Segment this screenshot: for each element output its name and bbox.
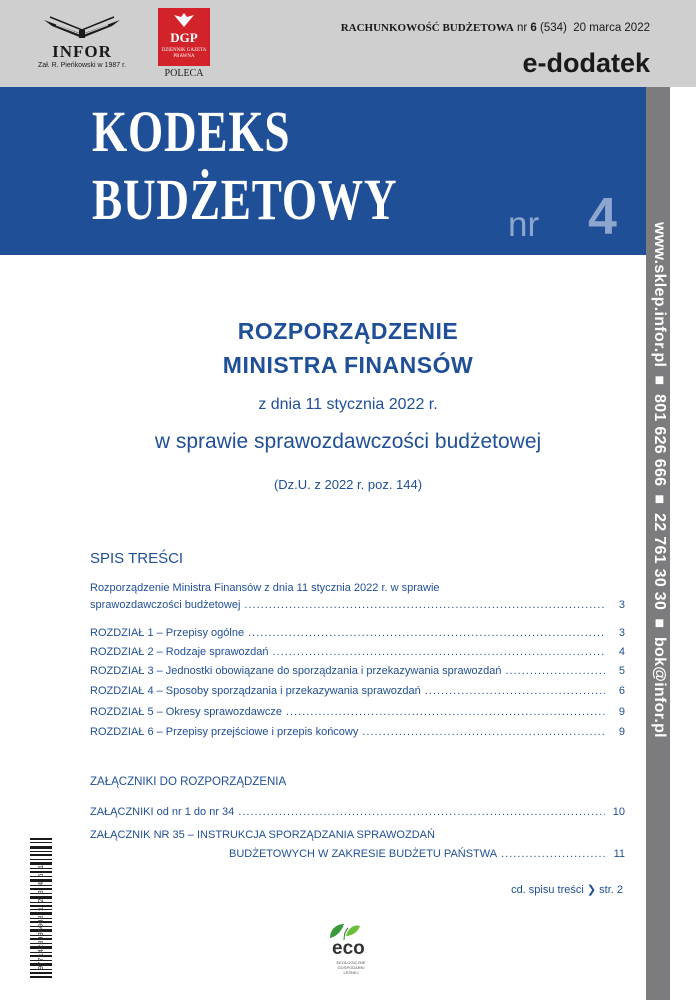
issue-label: nr: [516, 22, 528, 34]
journal-name: RACHUNKOWOŚĆ BUDŻETOWA: [340, 22, 514, 34]
attachments-title: ZAŁĄCZNIKI DO ROZPORZĄDZENIA: [90, 776, 287, 788]
toc-page: 9: [618, 726, 625, 738]
toc-page: 3: [618, 599, 625, 611]
publisher-subtitle: Zał. R. Pieńkowski w 1987 r.: [38, 62, 126, 69]
eco-logo: [320, 920, 380, 976]
toc-chapter-label: ROZDZIAŁ 2 – Rodzaje sprawozdań: [90, 646, 269, 658]
toc-leader: [501, 848, 605, 860]
toc-chapter-2[interactable]: [90, 646, 625, 658]
issue-total: (534): [540, 22, 567, 34]
document-subject: w sprawie sprawozdawczości budżetowej: [154, 430, 542, 453]
toc-leader: [238, 806, 605, 818]
toc-title: SPIS TREŚCI: [90, 550, 184, 567]
toc-page: 10: [612, 806, 625, 818]
issue-line: [341, 22, 650, 34]
dgp-badge: [158, 8, 210, 66]
dgp-logo: [158, 8, 210, 80]
title-banner: [0, 87, 646, 255]
toc-leader: [273, 646, 605, 658]
volume-label: nr: [508, 205, 540, 244]
toc-chapter-6[interactable]: [90, 726, 625, 738]
toc-chapter-label: ROZDZIAŁ 5 – Okresy sprawozdawcze: [90, 706, 282, 718]
document-date: z dnia 11 stycznia 2022 r.: [258, 396, 438, 413]
toc-leader: [248, 627, 605, 639]
toc-intro-line-2: sprawozdawczości budżetowej: [90, 599, 241, 611]
dgp-letters: DGP: [170, 30, 198, 45]
dgp-recommends: POLECA: [164, 68, 204, 79]
eco-word: eco: [332, 938, 365, 959]
toc-intro-entry[interactable]: [90, 599, 625, 611]
eagle-icon: [42, 16, 122, 42]
toc-chapter-label: ROZDZIAŁ 4 – Sposoby sporządzania i przekazywania sprawozdań: [90, 685, 421, 697]
toc-attachment-35-line-1: ZAŁĄCZNIK NR 35 – INSTRUKCJA SPORZĄDZANIA SPRAWOZDAŃ: [90, 829, 435, 841]
contact-info: www.sklep.infor.pl ■ 801 626 666 ■ 22 761 30 30 ■ bok@infor.pl: [651, 222, 668, 738]
toc-page: 4: [618, 646, 625, 658]
toc-page: 11: [613, 848, 625, 860]
volume-number: 4: [588, 188, 617, 246]
toc-page: 3: [618, 627, 625, 639]
supplement-label: e-dodatek: [522, 48, 650, 78]
toc-leader: [362, 726, 605, 738]
toc-attachment-35[interactable]: [229, 848, 625, 860]
toc-page: 9: [618, 706, 625, 718]
title-line-2: BUDŻETOWY: [92, 167, 398, 232]
eco-subtitle: EKOLOGICZNE GOSPODARKI LEŚNEJ: [336, 960, 366, 975]
toc-intro-line-1: Rozporządzenie Ministra Finansów z dnia 11 stycznia 2022 r. w sprawie: [90, 582, 440, 594]
title-line-1: KODEKS: [92, 99, 291, 164]
toc-chapter-label: ROZDZIAŁ 3 – Jednostki obowiązane do sporządzania i przekazywania sprawozdań: [90, 665, 502, 677]
issue-number: 6: [530, 22, 537, 34]
document-title-line-1: ROZPORZĄDZENIE: [237, 318, 459, 344]
toc-chapter-5[interactable]: [90, 706, 625, 718]
toc-chapter-1[interactable]: [90, 627, 625, 639]
toc-attachments-1-34[interactable]: [90, 806, 625, 818]
toc-continued-note[interactable]: cd. spisu treści ❯ str. 2: [511, 884, 623, 896]
dgp-full-name: DZIENNIK GAZETA PRAWNA: [161, 48, 207, 59]
toc-page: 6: [618, 685, 625, 697]
infor-logo: [30, 16, 134, 74]
toc-chapter-label: ROZDZIAŁ 6 – Przepisy przejściowe i przepis końcowy: [90, 726, 359, 738]
document-reference: (Dz.U. z 2022 r. poz. 144): [273, 477, 423, 492]
toc-leader: [286, 706, 605, 718]
toc-leader: [506, 665, 606, 677]
isbn-number: 9771428996008 1 2 3 4 5 1: [38, 864, 46, 970]
toc-chapter-label: ROZDZIAŁ 1 – Przepisy ogólne: [90, 627, 245, 639]
toc-leader: [425, 685, 605, 697]
issue-date: 20 marca 2022: [573, 22, 650, 34]
toc-page: 5: [618, 665, 625, 677]
toc-chapter-4[interactable]: [90, 685, 625, 697]
toc-attachment-label: ZAŁĄCZNIKI od nr 1 do nr 34: [90, 806, 235, 818]
toc-leader: [244, 599, 605, 611]
eagle-crest-icon: [172, 12, 196, 28]
toc-attachment-35-line-2: BUDŻETOWYCH W ZAKRESIE BUDŻETU PAŃSTWA: [229, 848, 498, 860]
toc-chapter-3[interactable]: [90, 665, 625, 677]
document-title-line-2: MINISTRA FINANSÓW: [222, 352, 474, 378]
publisher-name: INFOR: [52, 42, 112, 61]
